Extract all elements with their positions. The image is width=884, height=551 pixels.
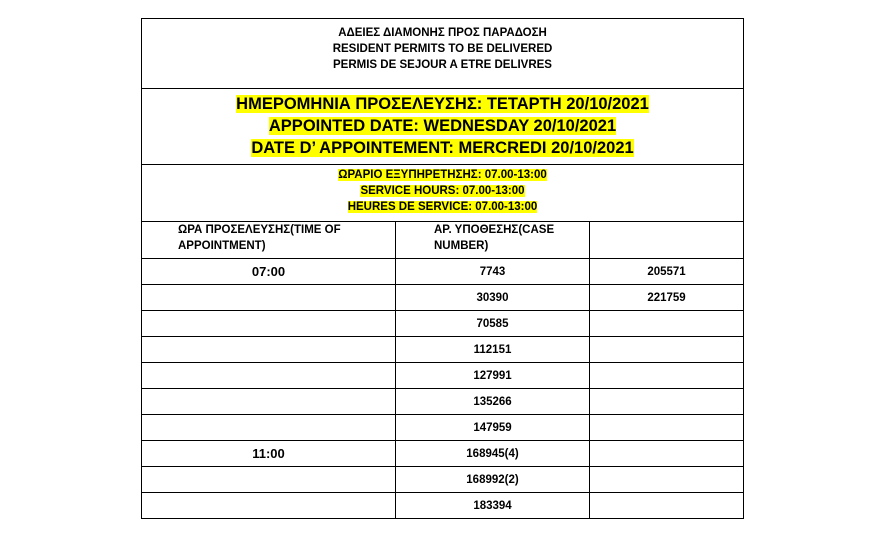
extra-number-cell bbox=[590, 415, 744, 441]
date-line-english: APPOINTED DATE: WEDNESDAY 20/10/2021 bbox=[268, 117, 617, 135]
case-header-line2: NUMBER) bbox=[434, 240, 489, 252]
table-row bbox=[142, 363, 744, 389]
time-cell bbox=[142, 337, 396, 363]
extra-number-cell bbox=[590, 363, 744, 389]
title-cell bbox=[142, 19, 744, 89]
table-row bbox=[142, 389, 744, 415]
hours-line-french: HEURES DE SERVICE: 07.00-13:00 bbox=[347, 201, 538, 213]
time-header-line2: APPOINTMENT) bbox=[178, 240, 266, 252]
time-cell bbox=[142, 493, 396, 519]
time-header-line1: ΩΡΑ ΠΡΟΣΕΛΕΥΣΗΣ(TIME OF bbox=[178, 224, 341, 236]
extra-number-cell bbox=[590, 467, 744, 493]
table-row bbox=[142, 441, 744, 467]
title-section bbox=[142, 19, 744, 89]
extra-column-header bbox=[590, 222, 744, 259]
table-row bbox=[142, 415, 744, 441]
time-cell bbox=[142, 363, 396, 389]
time-cell bbox=[142, 311, 396, 337]
column-header-row bbox=[142, 222, 744, 259]
date-section bbox=[142, 89, 744, 165]
hours-cell bbox=[142, 165, 744, 222]
case-number-cell: 147959 bbox=[396, 415, 590, 441]
time-cell bbox=[142, 285, 396, 311]
case-number-cell: 70585 bbox=[396, 311, 590, 337]
table-row bbox=[142, 467, 744, 493]
extra-number-cell: 221759 bbox=[590, 285, 744, 311]
case-column-header bbox=[396, 222, 590, 259]
time-cell: 07:00 bbox=[142, 259, 396, 285]
title-line-greek: ΑΔΕΙΕΣ ΔΙΑΜΟΝΗΣ ΠΡΟΣ ΠΑΡΑΔΟΣΗ bbox=[338, 27, 547, 39]
table-row bbox=[142, 493, 744, 519]
extra-number-cell bbox=[590, 389, 744, 415]
date-line-french: DATE D’ APPOINTEMENT: MERCREDI 20/10/2021 bbox=[251, 139, 634, 157]
extra-number-cell bbox=[590, 337, 744, 363]
time-cell bbox=[142, 415, 396, 441]
table-row bbox=[142, 311, 744, 337]
permits-table bbox=[141, 18, 744, 519]
hours-line-greek: ΩΡΑΡΙΟ ΕΞΥΠΗΡΕΤΗΣΗΣ: 07.00-13:00 bbox=[338, 169, 547, 181]
time-cell bbox=[142, 467, 396, 493]
hours-section bbox=[142, 165, 744, 222]
case-number-cell: 30390 bbox=[396, 285, 590, 311]
case-number-cell: 168945(4) bbox=[396, 441, 590, 467]
date-line-greek: ΗΜΕΡΟΜΗΝΙΑ ΠΡΟΣΕΛΕΥΣΗΣ: ΤΕΤΑΡΤΗ 20/10/2021 bbox=[236, 95, 649, 113]
hours-line-english: SERVICE HOURS: 07.00-13:00 bbox=[360, 185, 525, 197]
table-row bbox=[142, 337, 744, 363]
title-line-french: PERMIS DE SEJOUR A ETRE DELIVRES bbox=[333, 59, 552, 71]
time-cell: 11:00 bbox=[142, 441, 396, 467]
permits-document bbox=[141, 18, 743, 519]
case-number-cell: 183394 bbox=[396, 493, 590, 519]
date-cell bbox=[142, 89, 744, 165]
time-column-header bbox=[142, 222, 396, 259]
extra-number-cell bbox=[590, 493, 744, 519]
case-number-cell: 168992(2) bbox=[396, 467, 590, 493]
case-number-cell: 127991 bbox=[396, 363, 590, 389]
time-cell bbox=[142, 389, 396, 415]
title-line-english: RESIDENT PERMITS TO BE DELIVERED bbox=[332, 43, 553, 55]
case-number-cell: 7743 bbox=[396, 259, 590, 285]
table-row bbox=[142, 259, 744, 285]
case-number-cell: 112151 bbox=[396, 337, 590, 363]
extra-number-cell: 205571 bbox=[590, 259, 744, 285]
case-header-line1: ΑΡ. ΥΠΟΘΕΣΗΣ(CASE bbox=[434, 224, 555, 236]
table-row bbox=[142, 285, 744, 311]
extra-number-cell bbox=[590, 441, 744, 467]
extra-number-cell bbox=[590, 311, 744, 337]
case-number-cell: 135266 bbox=[396, 389, 590, 415]
